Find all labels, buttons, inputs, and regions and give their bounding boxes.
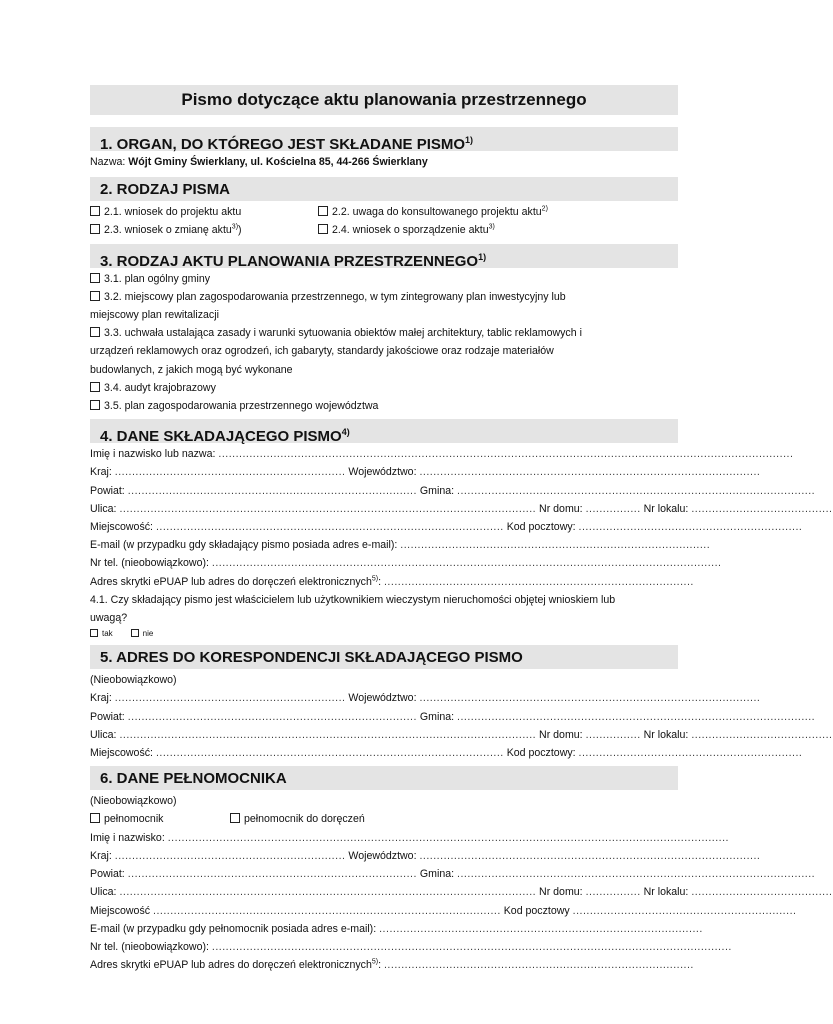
applicant-city-row[interactable]: Miejscowość: ..................................................................................................... Kod pocztowy: .................................................................	[90, 521, 803, 534]
option-3-2-cont: miejscowy plan rewitalizacji	[90, 309, 219, 322]
checkbox[interactable]	[90, 224, 100, 234]
checkbox[interactable]	[90, 273, 100, 283]
proxy-epuap-field[interactable]: Adres skrytki ePUAP lub adres do doręczeń elektronicznych$^{5)}$: ..........................................................................................	[90, 958, 694, 972]
proxy-type-row	[90, 810, 678, 828]
option-pelnomocnik-doreczen[interactable]: pełnomocnik do doręczeń	[230, 813, 365, 825]
applicant-email-field[interactable]: E-mail (w przypadku gdy składający pismo posiada adres e-mail): ..........................................................................................	[90, 539, 711, 552]
section-5-heading: 5. ADRES DO KORESPONDENCJI SKŁADAJĄCEGO PISMO	[90, 645, 678, 669]
proxy-district-commune-row[interactable]: Powiat: .................................................................................... Gmina: ........................................................................................................	[90, 868, 816, 881]
option-2-2[interactable]: 2.2. uwaga do konsultowanego projektu aktu$^{2)}$	[318, 206, 548, 218]
section-4-heading: 4. DANE SKŁADAJĄCEGO PISMO$^{4)}$	[90, 419, 678, 443]
applicant-epuap-field[interactable]: Adres skrytki ePUAP lub adres do doręczeń elektronicznych$^{5)}$: ..........................................................................................	[90, 575, 694, 588]
option-pelnomocnik[interactable]: pełnomocnik	[90, 810, 230, 828]
option-3-1[interactable]: 3.1. plan ogólny gminy	[90, 270, 678, 288]
form-page	[90, 85, 833, 974]
proxy-phone-field[interactable]: Nr tel. (nieobowiązkowo): .......................................................................................................................................................	[90, 940, 732, 953]
applicant-phone-field[interactable]: Nr tel. (nieobowiązkowo): ....................................................................................................................................................	[90, 557, 722, 570]
optional-note: (Nieobowiązkowo)	[90, 674, 177, 687]
option-2-3[interactable]: 2.3. wniosek o zmianę aktu$^{3)}$)	[90, 221, 318, 239]
options-row	[90, 221, 678, 239]
option-2-1[interactable]: 2.1. wniosek do projektu aktu	[90, 203, 318, 221]
corr-city-row[interactable]: Miejscowość: ..................................................................................................... Kod pocztowy: .................................................................	[90, 747, 803, 760]
checkbox[interactable]	[90, 813, 100, 823]
section-6-heading: 6. DANE PEŁNOMOCNIKA	[90, 766, 678, 790]
applicant-name-field[interactable]: Imię i nazwisko lub nazwa: .......................................................................................................................................................................	[90, 448, 794, 461]
checkbox[interactable]	[90, 400, 100, 410]
corr-street-row[interactable]: Ulica: ......................................................................................................................... Nr domu: ................ Nr lokalu: .........................................	[90, 728, 833, 741]
corr-district-commune-row[interactable]: Powiat: .................................................................................... Gmina: ........................................................................................................	[90, 710, 816, 723]
answer-tak[interactable]: tak	[90, 629, 113, 638]
corr-country-region-row[interactable]: Kraj: ................................................................... Województwo: ...................................................................................................	[90, 692, 761, 705]
option-3-3-cont: urządzeń reklamowych oraz ogrodzeń, ich gabaryty, standardy jakościowe oraz rodzaje materiałów	[90, 345, 554, 358]
applicant-street-row[interactable]: Ulica: ......................................................................................................................... Nr domu: ................ Nr lokalu: .........................................	[90, 502, 833, 515]
checkbox[interactable]	[90, 206, 100, 216]
options-row	[90, 203, 678, 221]
checkbox[interactable]	[318, 206, 328, 216]
applicant-country-region-row[interactable]: Kraj: ................................................................... Województwo: ...................................................................................................	[90, 466, 761, 479]
option-2-4[interactable]: 2.4. wniosek o sporządzenie aktu$^{3)}$	[318, 224, 495, 236]
ownership-question-cont: uwagą?	[90, 612, 128, 625]
proxy-street-row[interactable]: Ulica: ......................................................................................................................... Nr domu: ................ Nr lokalu: .........................................	[90, 886, 833, 899]
checkbox[interactable]	[90, 382, 100, 392]
option-3-3-cont: budowlanych, z jakich mogą być wykonane	[90, 363, 293, 376]
ownership-answers	[90, 627, 678, 641]
section-2-heading: 2. RODZAJ PISMA	[90, 177, 678, 201]
option-3-5[interactable]: 3.5. plan zagospodarowania przestrzennego województwa	[90, 397, 678, 415]
proxy-email-field[interactable]: E-mail (w przypadku gdy pełnomocnik posiada adres e-mail): ..............................................................................................	[90, 922, 703, 935]
option-3-2[interactable]: 3.2. miejscowy plan zagospodarowania przestrzennego, w tym zintegrowany plan inwestycyjny lub	[90, 288, 678, 306]
section-1-heading: 1. ORGAN, DO KTÓREGO JEST SKŁADANE PISMO$^{1)}$	[90, 127, 678, 151]
ownership-question: 4.1. Czy składający pismo jest właścicielem lub użytkownikiem wieczystym nieruchomości objętej wnioskiem lub	[90, 593, 616, 606]
checkbox[interactable]	[90, 629, 98, 637]
option-3-4[interactable]: 3.4. audyt krajobrazowy	[90, 379, 678, 397]
answer-nie[interactable]: nie	[131, 629, 154, 638]
checkbox[interactable]	[230, 813, 240, 823]
proxy-name-field[interactable]: Imię i nazwisko: ...................................................................................................................................................................	[90, 831, 729, 844]
section-3-heading: 3. RODZAJ AKTU PLANOWANIA PRZESTRZENNEGO$^{1)}$	[90, 244, 678, 268]
proxy-country-region-row[interactable]: Kraj: ................................................................... Województwo: ...................................................................................................	[90, 849, 761, 862]
organ-name-value: Wójt Gminy Świerklany, ul. Kościelna 85, 44-266 Świerklany	[128, 156, 428, 168]
checkbox[interactable]	[131, 629, 139, 637]
proxy-city-row[interactable]: Miejscowość ..................................................................................................... Kod pocztowy .................................................................	[90, 904, 797, 917]
checkbox[interactable]	[90, 327, 100, 337]
optional-note: (Nieobowiązkowo)	[90, 795, 177, 808]
applicant-district-commune-row[interactable]: Powiat: .................................................................................... Gmina: ........................................................................................................	[90, 484, 816, 497]
checkbox[interactable]	[90, 291, 100, 301]
form-title: Pismo dotyczące aktu planowania przestrzennego	[90, 85, 678, 115]
checkbox[interactable]	[318, 224, 328, 234]
organ-name-line: Nazwa: Wójt Gminy Świerklany, ul. Kościelna 85, 44-266 Świerklany	[90, 156, 428, 168]
option-3-3[interactable]: 3.3. uchwała ustalająca zasady i warunki sytuowania obiektów małej architektury, tablic reklamowych i	[90, 324, 678, 342]
